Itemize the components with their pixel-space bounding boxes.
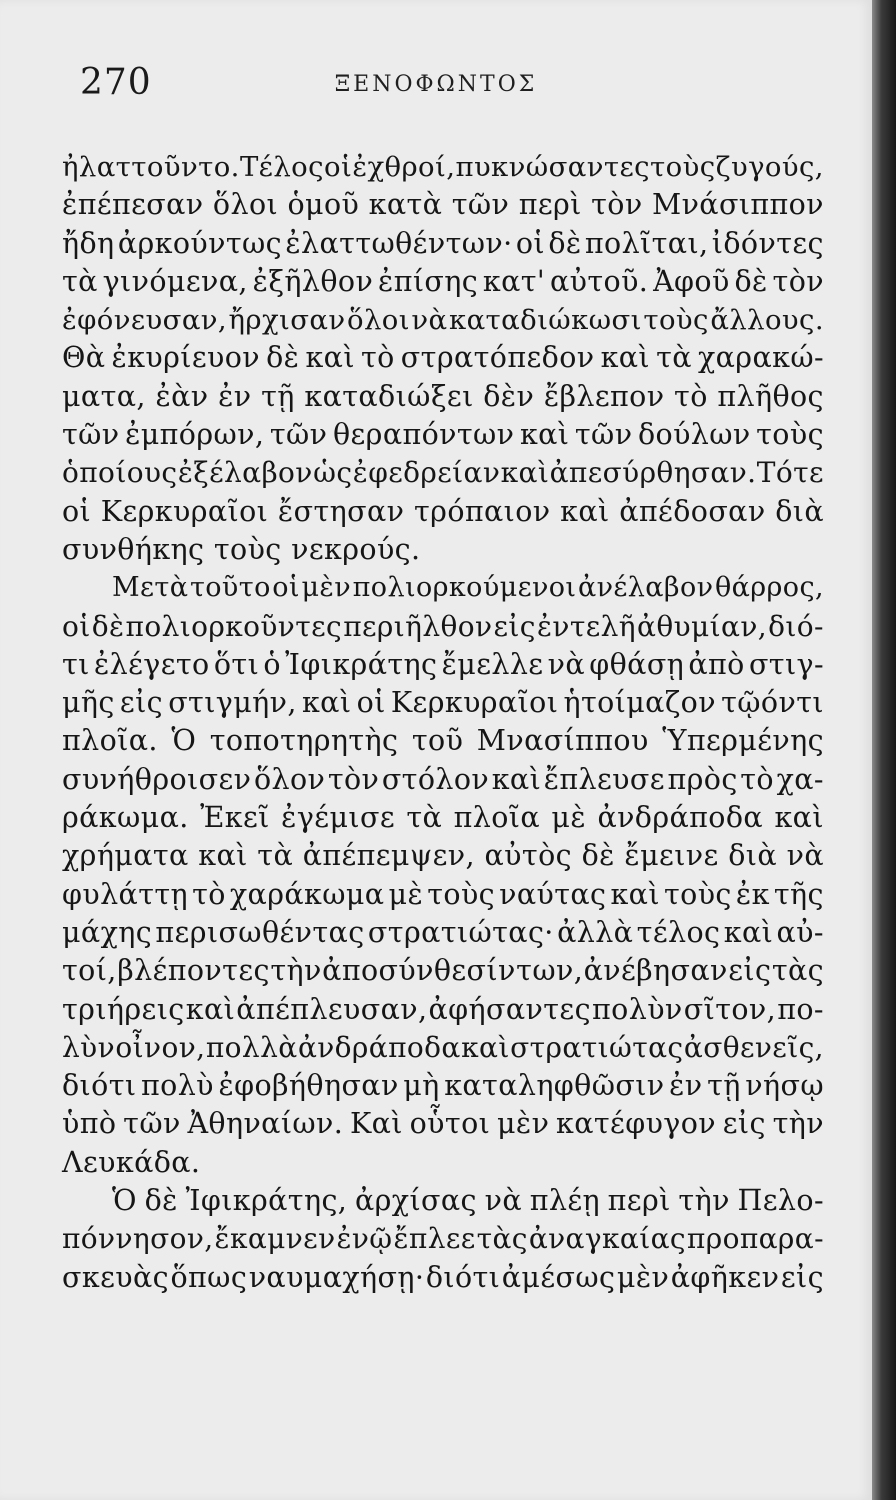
text-line: Θὰ ἐκυρίευον δὲ καὶ τὸ στρατόπεδον καὶ τὰ χαρακώ- xyxy=(62,341,824,375)
text-line: φυλάττῃ τὸ χαράκωμα μὲ τοὺς ναύτας καὶ τοὺς ἐκ τῆς xyxy=(62,877,824,911)
text-line: σκευὰς ὅπως ναυμαχήσῃ· διότι ἀμέσως μὲν ἀφῆκεν εἰς xyxy=(62,1260,824,1294)
running-title: ΞΕΝΟΦΩΝΤΟΣ xyxy=(334,72,538,97)
text-line: ὁποίους ἐξέλαβον ὡς ἐφεδρείαν καὶ ἀπεσύρθησαν. Τότε xyxy=(62,456,824,490)
page-number: 270 xyxy=(80,62,152,103)
text-line: μῆς εἰς στιγμήν, καὶ οἱ Κερκυραῖοι ἡτοίμαζον τῷόντι xyxy=(62,686,824,720)
text-line: πλοῖα. Ὁ τοποτηρητὴς τοῦ Μνασίππου Ὑπερμένης xyxy=(62,724,824,758)
text-line: τι ἐλέγετο ὅτι ὁ Ἰφικράτης ἔμελλε νὰ φθάσῃ ἀπὸ στιγ- xyxy=(62,647,824,681)
text-line: τῶν ἐμπόρων, τῶν θεραπόντων καὶ τῶν δούλων τοὺς xyxy=(62,418,824,452)
text-line: Λευκάδα. xyxy=(62,1145,201,1179)
text-line: Μετὰ τοῦτο οἱ μὲν πολιορκούμενοι ἀνέλαβον θάρρος, xyxy=(112,572,824,604)
text-line: τὰ γινόμενα, ἐξῆλθον ἐπίσης κατ' αὐτοῦ. Ἀφοῦ δὲ τὸν xyxy=(62,264,824,298)
text-line: χρήματα καὶ τὰ ἀπέπεμψεν, αὐτὸς δὲ ἔμεινε διὰ νὰ xyxy=(62,839,824,873)
text-line: συνθήκης τοὺς νεκρούς. xyxy=(62,532,421,566)
text-line: μάχης περισωθέντας στρατιώτας· ἀλλὰ τέλος καὶ αὐ- xyxy=(62,915,824,949)
text-line: ἐφόνευσαν, ἤρχισαν ὅλοι νὰ καταδιώκωσι τοὺς ἄλλους. xyxy=(62,304,824,337)
text-line: ἤδη ἀρκούντως ἐλαττωθέντων· οἱ δὲ πολῖται, ἰδόντες xyxy=(62,226,824,260)
text-line: Ὁ δὲ Ἰφικράτης, ἀρχίσας νὰ πλέῃ περὶ τὴν Πελο- xyxy=(112,1184,824,1218)
page-edge-shadow xyxy=(872,0,896,1500)
text-line: τοί, βλέποντες τὴν ἀποσύνθεσίν των, ἀνέβησαν εἰς τὰς xyxy=(62,954,824,988)
text-line: ἠλαττοῦντο. Τέλος οἱ ἐχθροί, πυκνώσαντες τοὺς ζυγούς, xyxy=(62,151,824,183)
body-text xyxy=(62,148,824,1297)
text-line: ἐπέπεσαν ὅλοι ὁμοῦ κατὰ τῶν περὶ τὸν Μνάσιππον xyxy=(62,188,824,222)
text-line: συνήθροισεν ὅλον τὸν στόλον καὶ ἔπλευσε πρὸς τὸ χα- xyxy=(62,762,824,796)
text-line: λὺν οἶνον, πολλὰ ἀνδράποδα καὶ στρατιώτας ἀσθενεῖς, xyxy=(62,1030,824,1064)
text-line: πόννησον, ἔκαμνεν ἐνῷ ἔπλεε τὰς ἀναγκαίας προπαρα- xyxy=(62,1222,824,1256)
text-line: ράκωμα. Ἐκεῖ ἐγέμισε τὰ πλοῖα μὲ ἀνδράποδα καὶ xyxy=(62,801,824,835)
text-line: οἱ δὲ πολιορκοῦντες περιῆλθον εἰς ἐντελῆ ἀθυμίαν, διό- xyxy=(62,609,824,643)
text-line: τριήρεις καὶ ἀπέπλευσαν, ἀφήσαντες πολὺν σῖτον, πο- xyxy=(62,992,824,1026)
text-line: διότι πολὺ ἐφοβήθησαν μὴ καταληφθῶσιν ἐν τῇ νήσῳ xyxy=(62,1069,824,1103)
text-line: οἱ Κερκυραῖοι ἔστησαν τρόπαιον καὶ ἀπέδοσαν διὰ xyxy=(62,494,824,528)
page-header xyxy=(0,62,872,112)
text-line: ὑπὸ τῶν Ἀθηναίων. Καὶ οὗτοι μὲν κατέφυγον εἰς τὴν xyxy=(62,1107,824,1141)
text-line: ματα, ἐὰν ἐν τῇ καταδιώξει δὲν ἔβλεπον τὸ πλῆθος xyxy=(62,379,824,413)
